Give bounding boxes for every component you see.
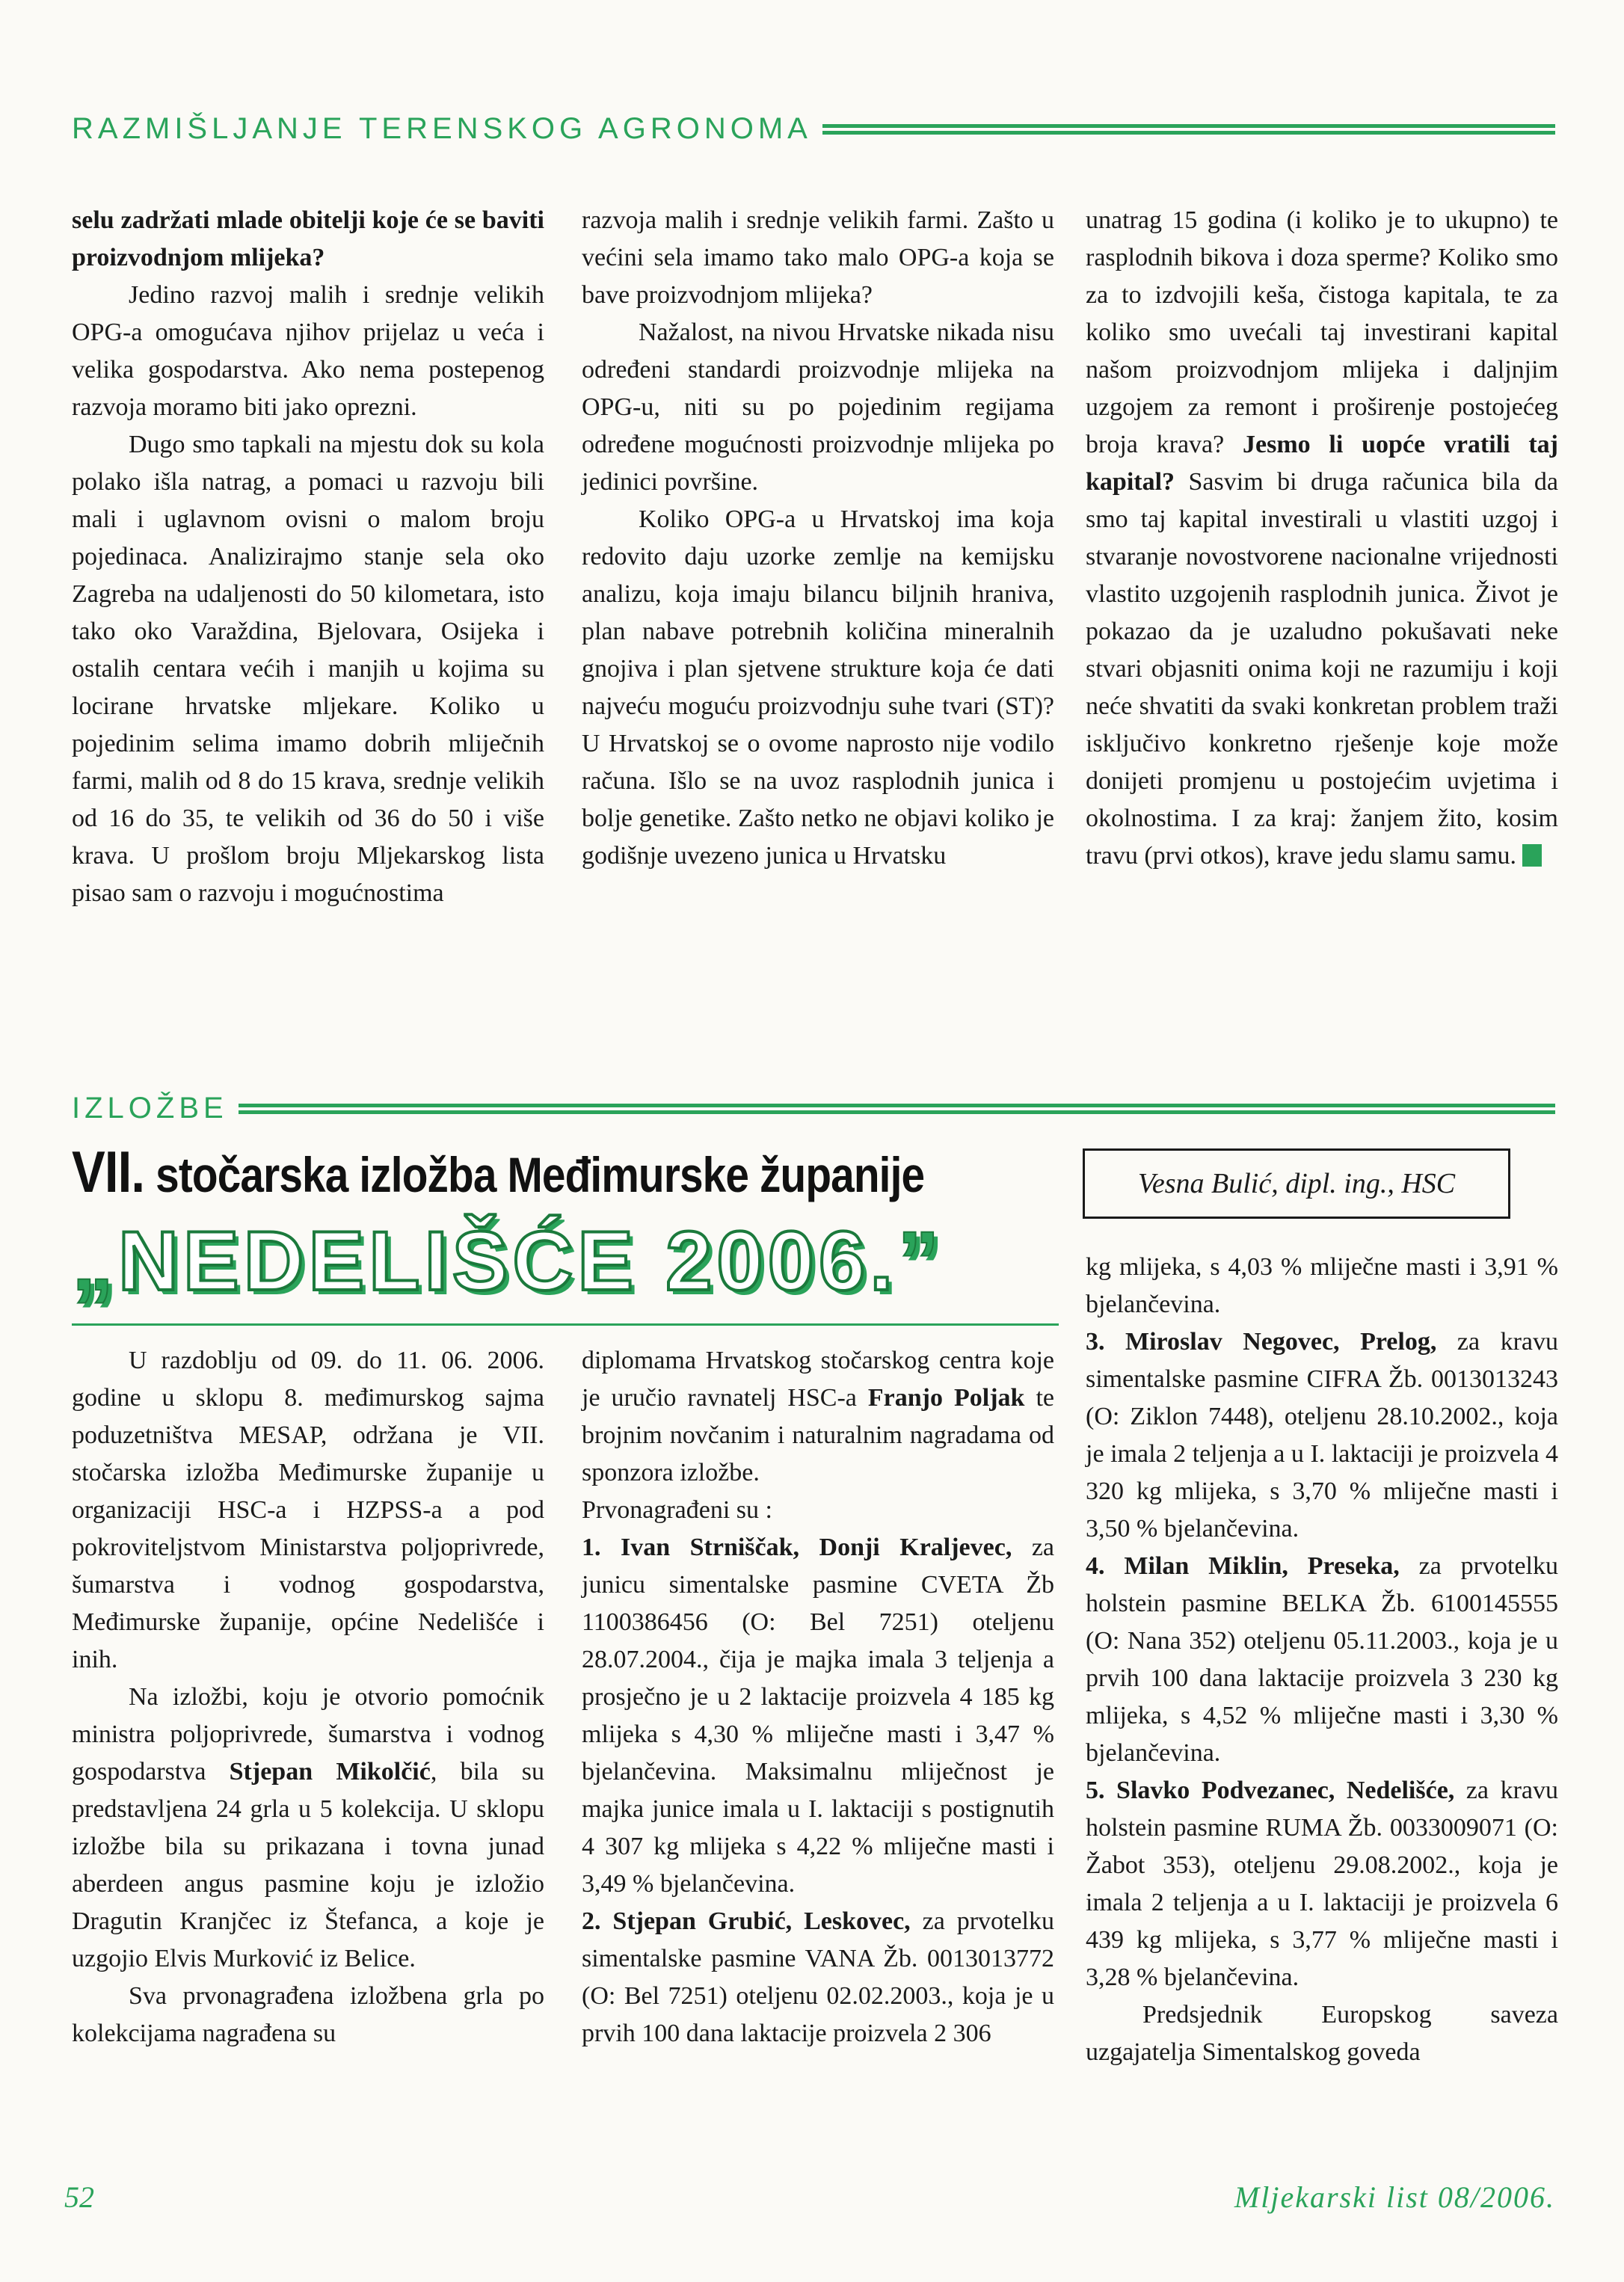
winner-entry <box>582 1903 1054 2052</box>
subtitle-text: NEDELIŠĆE 2006. <box>118 1214 898 1308</box>
winner-entry <box>1086 1323 1558 1548</box>
publication-name: Mljekarski list 08/2006. <box>1234 2180 1555 2214</box>
paragraph-text: , bila su predstavljena 24 grla u 5 kolekcija. U sklopu izložbe bila su prikazana i tovna junad aberdeen angus pasmine koju je izložio Dragutin Kranjčec iz Štefanca, a koje je uzgojio Elvis Murković iz Belice. <box>72 1758 544 1972</box>
section-title: RAZMIŠLJANJE TERENSKOG AGRONOMA <box>72 112 812 145</box>
author-name: Vesna Bulić, dipl. ing., HSC <box>1137 1168 1456 1199</box>
article-title <box>72 1138 924 1206</box>
winner-name: 4. Milan Miklin, Preseka, <box>1086 1552 1400 1580</box>
paragraph-text: diplomama Hrvatskog stočarskog centra koje je uručio ravnatelj HSC-a <box>582 1347 1054 1412</box>
section-rule <box>822 124 1555 135</box>
paragraph-text: te brojnim novčanim i naturalnim nagradama od sponzora izložbe. <box>582 1384 1054 1486</box>
paragraph: Koliko OPG-a u Hrvatskoj ima koja redovito daju uzorke zemlje na kemijsku analizu, koja imaju bilancu biljnih hraniva, plan nabave potrebnih količina mineralnih gnojiva i plan sjetvene strukture koja će dati najveću moguću proizvodnju suhe tvari (ST)? U Hrvatskoj se o ovome naprosto nije vodilo računa. Išlo se na uvoz rasplodnih junica i bolje genetike. Zašto netko ne objavi koliko je godišnje uvezeno junica u Hrvatsku <box>582 505 1054 870</box>
article-subtitle <box>72 1213 944 1309</box>
paragraph: Sva prvonagrađena izložbena grla po kolekcijama nagrađena su <box>72 1982 544 2047</box>
winner-text: za prvotelku holstein pasmine BELKA Žb. 6100145555 (O: Nana 352) oteljenu 05.11.2003., koja je u prvih 100 dana laktacije proizvela 3 230 kg mlijeka, s 4,52 % mliječne masti i 3,30 % bjelančevina. <box>1086 1552 1558 1767</box>
winner-name: 5. Slavko Podvezanec, Nedelišće, <box>1086 1777 1455 1804</box>
winner-name: 2. Stjepan Grubić, Leskovec, <box>582 1907 911 1935</box>
winner-entry <box>1086 1772 1558 1996</box>
title-divider <box>72 1323 1059 1326</box>
person-name: Franjo Poljak <box>867 1384 1025 1412</box>
person-name: Stjepan Mikolčić <box>229 1758 431 1786</box>
paragraph <box>1086 202 1558 875</box>
winner-text: za junicu simentalske pasmine CVETA Žb 1100386456 (O: Bel 7251) oteljenu 28.07.2004., čija je majka imala 3 teljenja a prosječno je u 2 laktacije proizvela 4 185 kg mlijeka s 4,30 % mliječne masti i 3,47 % bjelančevina. Maksimalnu mliječnost je majka junice imala u I. laktaciji s postignutih 4 307 kg mlijeka s 4,22 % mliječne masti i 3,49 % bjelančevina. <box>582 1534 1055 1898</box>
section-rule <box>239 1104 1555 1114</box>
paragraph-text: unatrag 15 godina (i koliko je to ukupno) te rasplodnih bikova i doza sperme? Koliko smo za to izdvojili keša, čistoga kapitala, te za koliko smo uvećali taj investirani kapital našom proizvodnjom mlijeka i daljnjim uzgojem za remont i proširenje postojećeg broja krava? <box>1086 206 1558 458</box>
article1-column-2 <box>582 202 1054 875</box>
page-number: 52 <box>64 2180 94 2214</box>
winner-name: 3. Miroslav Negovec, Prelog, <box>1086 1328 1437 1356</box>
winner-entry <box>1086 1548 1558 1772</box>
end-of-article-mark <box>1522 844 1542 867</box>
bold-question: selu zadržati mlade obitelji koje će se baviti proizvodnjom mlijeka? <box>72 206 544 271</box>
paragraph: U razdoblju od 09. do 11. 06. 2006. godine u sklopu 8. međimurskog sajma poduzetništva MESAP, održana je VII. stočarska izložba Međimurske županije u organizaciji HSC-a i HZPSS-a a pod pokroviteljstvom Ministarstva poljoprivrede, šumarstva i vodnog gospodarstva, Međimurske županije, općine Nedelišće i inih. <box>72 1347 544 1673</box>
title-text: stočarska izložba Međimurske županije <box>144 1147 925 1202</box>
paragraph: kg mlijeka, s 4,03 % mliječne masti i 3,91 % bjelančevina. <box>1086 1253 1558 1318</box>
paragraph-text: Sasvim bi druga računica bila da smo taj kapital investirali u vlastiti uzgoj i stvaranje novostvorene nacionalne vrijednosti vlastito uzgojenih rasplodnih junica. Život je pokazao da je uzaludno pokušavati neke stvari objasniti onima koji ne razumiju i koji neće shvatiti da svaki konkretan problem traži isključivo konkretno rješenje koje može donijeti promjenu u postojećim uvjetima i okolnostima. I za kraj: žanjem žito, kosim travu (prvi otkos), krave jedu slamu samu. <box>1086 468 1558 870</box>
article2-column-2 <box>582 1342 1054 2052</box>
paragraph <box>72 1679 544 1978</box>
article1-column-1 <box>72 202 544 912</box>
section-label: IZLOŽBE <box>72 1092 228 1125</box>
winner-entry <box>582 1529 1054 1903</box>
article2-column-3 <box>1086 1249 1558 2071</box>
section-header-agronom <box>72 112 1555 146</box>
paragraph <box>582 1342 1054 1492</box>
paragraph: Jedino razvoj malih i srednje velikih OPG-a omogućava njihov prijelaz u veća i velika gospodarstva. Ako nema postepenog razvoja moramo biti jako oprezni. <box>72 281 544 421</box>
winner-text: za kravu simentalske pasmine CIFRA Žb. 0013013243 (O: Ziklon 7448), oteljenu 28.10.2002., koja je imala 2 teljenja a u I. laktaciji je proizvela 4 320 kg mlijeka, s 3,70 % mliječne masti i 3,50 % bjelančevina. <box>1086 1328 1558 1543</box>
winners-label: Prvonagrađeni su : <box>582 1496 772 1524</box>
section-header-izlozbe <box>72 1092 1555 1125</box>
bold-question: Jesmo li uopće vratili taj kapital? <box>1086 431 1558 496</box>
quote-open: „ <box>72 1214 118 1308</box>
title-roman: VII. <box>72 1139 145 1205</box>
paragraph: razvoja malih i srednje velikih farmi. Zašto u većini sela imamo tako malo OPG-a koja se bave proizvodnjom mlijeka? <box>582 206 1054 309</box>
quote-close: ” <box>897 1214 944 1308</box>
paragraph <box>72 202 544 277</box>
paragraph: Predsjednik Europskog saveza uzgajatelja Simentalskog goveda <box>1086 2001 1558 2066</box>
paragraph: Dugo smo tapkali na mjestu dok su kola polako išla natrag, a pomaci u razvoju bili mali i uglavnom ovisni o malom broju pojedinaca. Analizirajmo stanje sela oko Zagreba na udaljenosti do 50 kilometara, isto tako oko Varaždina, Bjelovara, Osijeka i ostalih centara većih i manjih u kojima su locirane hrvatske mljekare. Koliko u pojedinim selima imamo dobrih mliječnih farmi, malih od 8 do 15 krava, srednje velikih od 16 do 35, te velikih od 36 do 50 i više krava. U prošlom broju Mljekarskog lista pisao sam o razvoju i mogućnostima <box>72 431 544 907</box>
winner-name: 1. Ivan Strniščak, Donji Kraljevec, <box>582 1534 1012 1561</box>
winner-text: za prvotelku simentalske pasmine VANA Žb. 0013013772 (O: Bel 7251) oteljenu 02.02.2003., koja je u prvih 100 dana laktacije proizvela 2 306 <box>582 1907 1054 2047</box>
article1-column-3 <box>1086 202 1558 875</box>
paragraph-text: Na izložbi, koju je otvorio pomoćnik ministra poljoprivrede, šumarstva i vodnog gospodarstva <box>72 1683 544 1786</box>
winner-text: za kravu holstein pasmine RUMA Žb. 0033009071 (O: Žabot 353), oteljenu 29.08.2002., koja je imala 2 teljenja a u I. laktaciji je proizvela 6 439 kg mlijeka, s 3,77 % mliječne masti i 3,28 % bjelančevina. <box>1086 1777 1558 1991</box>
article2-column-1 <box>72 1342 544 2052</box>
paragraph: Nažalost, na nivou Hrvatske nikada nisu određeni standardi proizvodnje mlijeka na OPG-u, niti su po pojedinim regijama određene mogućnosti proizvodnje mlijeka po jedinici površine. <box>582 319 1054 496</box>
author-box <box>1083 1148 1510 1219</box>
